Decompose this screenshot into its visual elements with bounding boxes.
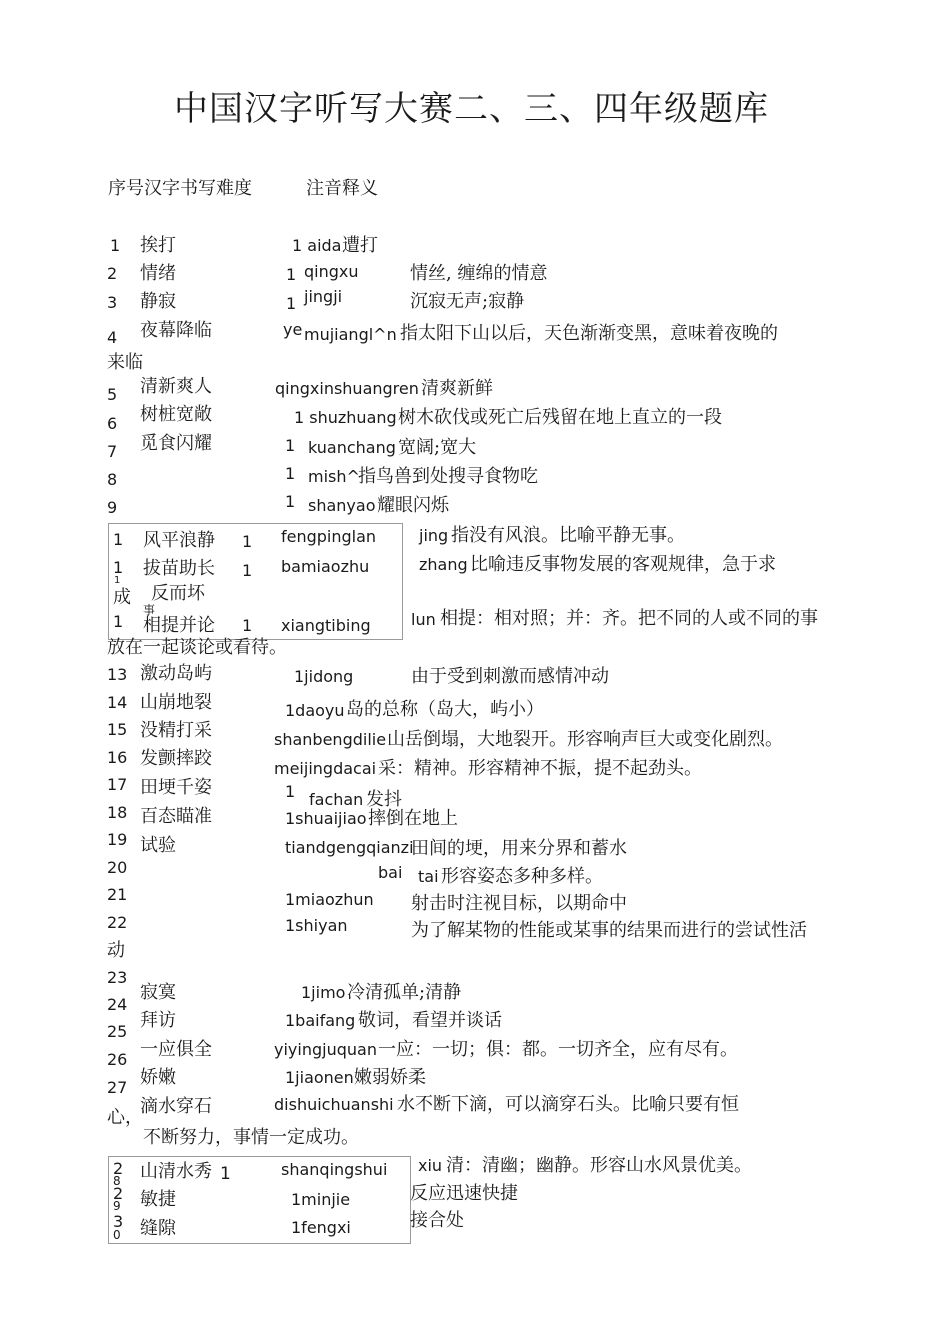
row-level: 1 [242,561,253,580]
row-meaning-fragment: 事 [143,603,156,617]
row-level: 1 [286,294,297,313]
row-pinyin: 1shiyan [285,916,348,935]
row-num-fragment: 1 [114,575,121,586]
row-meaning: 发抖 [366,789,402,810]
row-pinyin: 1daoyu [285,701,345,720]
row-level: 1 [242,532,253,551]
row-pinyin: 1 aida [292,236,342,255]
row-word: 情绪 [140,263,176,284]
row-word: 没精打采 [140,720,212,741]
row-num: 22 [107,913,128,932]
row-pinyin: qingxinshuangren [275,379,419,398]
page-title: 中国汉字听写大赛二、三、四年级题库 [174,89,769,129]
row-word: 试验 [140,835,176,856]
row-pinyin: 1miaozhun [285,890,374,909]
row-pinyin: xiangtibing [281,616,371,635]
row-pinyin: 1jiaonen [285,1068,354,1087]
row-word: 觅食闪耀 [140,433,212,454]
row-num-digit: 9 [113,1199,121,1213]
row-pinyin: 1shuaijiao [285,809,367,828]
row-pinyin-cont: jing [419,526,449,545]
header-col2: 注音释义 [306,178,378,199]
row-meaning: 摔倒在地上 [368,808,458,829]
row-pinyin: bai [378,863,403,882]
row-word: 娇嫩 [140,1067,176,1088]
row-level: 1 [242,616,253,635]
row-pinyin: dishuichuanshi [274,1095,394,1114]
header-col1: 序号汉字书写难度 [108,178,252,199]
row-num-digit: 0 [113,1228,121,1242]
row-pinyin: 1baifang [285,1011,356,1030]
row-meaning: 比喻违反事物发展的客观规律，急于求 [470,554,776,575]
row-word: 山清水秀 [140,1161,212,1182]
row-word: 夜幕降临 [140,320,212,341]
row-pinyin-cont: zhang [419,555,468,574]
row-word: 一应俱全 [140,1039,212,1060]
row-pinyin: 1jidong [294,667,354,686]
row-num: 1 [113,558,124,577]
row-num: 2 [113,1184,124,1203]
row-num: 26 [107,1050,128,1069]
row-meaning-cont: 心， [107,1107,143,1128]
row-meaning: 射击时注视目标，以期命中 [411,893,627,914]
row-meaning-cont: 动 [107,940,125,961]
row-meaning: 为了解某物的性能或某事的结果而进行的尝试性活 [411,920,807,941]
row-meaning: 敬词，看望并谈话 [358,1010,502,1031]
row-pinyin: tiandgengqianzi [285,838,414,857]
row-level: 1 [285,436,296,455]
row-pinyin: yiyingjuquan [274,1040,377,1059]
row-word: 激动岛屿 [140,663,212,684]
row-pinyin: jingji [304,287,343,306]
row-num: 17 [107,775,128,794]
row-num: 1 [113,530,124,549]
row-pinyin-cont: tai [418,867,439,886]
row-pinyin: shanqingshui [281,1160,388,1179]
row-meaning: 冷清孤单;清静 [347,982,462,1003]
row-level: 1 [285,464,296,483]
row-word: 寂寞 [140,982,176,1003]
row-word: 百态瞄准 [140,806,212,827]
row-meaning-cont2: 不断努力，事情一定成功。 [143,1127,359,1148]
row-num: 13 [107,665,128,684]
row-pinyin: 1minjie [291,1190,351,1209]
row-num: 2 [107,264,118,283]
row-meaning: 岛的总称（岛大，屿小） [346,699,544,720]
row-meaning: 遭打 [342,235,378,256]
row-word: 山崩地裂 [140,692,212,713]
row-word: 拔苗助长 [143,558,215,579]
row-level: ye [283,320,303,339]
row-num: 3 [107,293,118,312]
row-meaning: 情丝, 缠绵的情意 [410,263,548,284]
row-meaning: 指太阳下山以后，天色渐渐变黑，意味着夜晚的 [400,323,778,344]
row-num: 9 [107,498,118,517]
row-num: 16 [107,748,128,767]
row-meaning-cont: 放在一起谈论或看待。 [107,637,287,658]
row-num: 23 [107,968,128,987]
row-meaning: 反应迅速快捷 [410,1183,518,1204]
row-num: 5 [107,385,118,404]
row-meaning: 宽阔;宽大 [398,437,477,458]
row-num: 3 [113,1212,124,1231]
row-pinyin: meijingdacai [274,759,377,778]
row-num: 24 [107,995,128,1014]
row-meaning: 接合处 [410,1210,464,1231]
row-meaning: 田间的埂，用来分界和蓄水 [411,838,627,859]
row-meaning: 一应：一切；俱：都。一切齐全，应有尽有。 [378,1039,738,1060]
row-num: 8 [107,470,118,489]
row-word: 发颤摔跤 [140,748,212,769]
row-pinyin: fachan [309,790,364,809]
row-pinyin: kuanchang [308,438,396,457]
row-word: 静寂 [140,291,176,312]
row-num: 18 [107,803,128,822]
row-meaning: 指鸟兽到处搜寻食物吃 [358,466,538,487]
row-num: 27 [107,1078,128,1097]
row-word: 清新爽人 [140,376,212,397]
row-num: 1 [110,236,121,255]
row-meaning: 水不断下滴，可以滴穿石头。比喻只要有恒 [397,1094,739,1115]
row-num: 4 [107,328,118,347]
row-level: 1 [286,265,297,284]
row-meaning: 山岳倒塌，大地裂开。形容响声巨大或变化剧烈。 [387,729,783,750]
row-word: 相提并论 [143,615,215,636]
row-meaning: 相提：相对照；并：齐。把不同的人或不同的事 [440,608,818,629]
row-pinyin-cont: xiu [418,1156,443,1175]
row-pinyin: qingxu [304,262,359,281]
row-num: 15 [107,720,128,739]
row-num-digit: 8 [113,1174,121,1188]
row-word: 滴水穿石 [140,1096,212,1117]
row-num: 1 [113,612,124,631]
row-pinyin: 1jimo [301,983,346,1002]
row-num: 6 [107,414,118,433]
row-level: 1 [220,1164,231,1184]
row-meaning: 采：精神。形容精神不振，提不起劲头。 [378,758,702,779]
row-num: 21 [107,885,128,904]
row-pinyin: shanbengdilie [274,730,387,749]
row-word: 缝隙 [140,1218,176,1239]
row-num: 7 [107,442,118,461]
row-num: 20 [107,858,128,877]
row-level: 1 [285,492,296,511]
row-pinyin: bamiaozhu [281,557,370,576]
row-meaning: 指没有风浪。比喻平静无事。 [451,525,685,546]
row-pinyin: fengpinglan [281,527,377,546]
row-pinyin: shanyao [308,496,376,515]
row-word: 树桩宽敞 [140,404,212,425]
row-word: 敏捷 [140,1189,176,1210]
row-meaning: 清：清幽；幽静。形容山水风景优美。 [446,1155,752,1176]
row-pinyin: 1 shuzhuang [294,408,397,427]
row-meaning: 树木砍伐或死亡后残留在地上直立的一段 [398,407,722,428]
row-pinyin: 1fengxi [291,1218,351,1237]
row-meaning: 嫩弱娇柔 [354,1067,426,1088]
row-word: 风平浪静 [143,530,215,551]
row-word: 拜访 [140,1010,176,1031]
row-level: 1 [285,782,296,801]
row-meaning: 形容姿态多种多样。 [441,866,603,887]
row-pinyin: mujiangl^n [304,325,397,344]
row-num: 14 [107,693,128,712]
row-meaning: 由于受到刺激而感情冲动 [411,666,609,687]
row-word: 田埂千姿 [140,777,212,798]
row-meaning-cont: 成 [113,587,131,608]
row-word: 挨打 [140,235,176,256]
row-meaning: 沉寂无声;寂静 [410,291,525,312]
row-meaning-cont2: 反而坏 [151,583,205,604]
row-num: 19 [107,830,128,849]
row-num: 2 [113,1159,124,1178]
row-meaning-cont: 来临 [107,352,143,373]
row-pinyin: mish^ [308,467,360,486]
row-pinyin-cont: lun [411,610,436,629]
row-meaning: 耀眼闪烁 [377,495,449,516]
row-meaning: 清爽新鲜 [421,378,493,399]
row-num: 25 [107,1022,128,1041]
